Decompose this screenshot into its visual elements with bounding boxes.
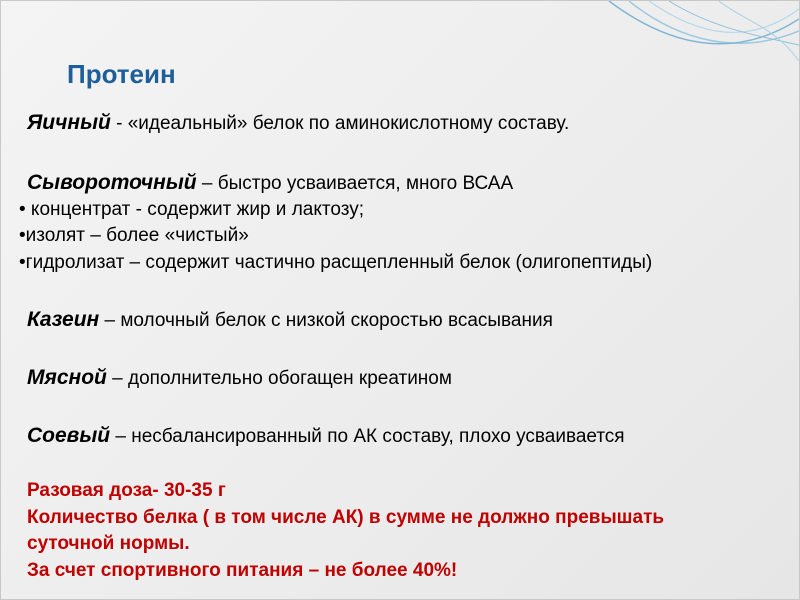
item-term: Казеин: [27, 308, 100, 331]
item-term: Соевый: [27, 424, 111, 447]
bullet-dot: •: [19, 225, 26, 246]
item-desc: – быстро усваивается, много ВСАА: [196, 173, 514, 194]
item-term: Сывороточный: [27, 171, 197, 194]
item-egg: [27, 111, 569, 135]
item-whey: [27, 171, 513, 195]
bullet-item: •гидролизат – содержит частично расщепленный белок (олигопептиды): [19, 252, 653, 273]
decorative-corner-lines: [569, 1, 799, 91]
slide-title: Протеин: [67, 59, 176, 89]
item-desc: – молочный белок с низкой скоростью всасывания: [99, 310, 553, 331]
item-meat: [27, 366, 452, 390]
bullet-item: •изолят – более «чистый»: [19, 225, 249, 246]
note-daily: суточной нормы.: [27, 533, 190, 554]
note-dose: Разовая доза- 30-35 г: [27, 480, 226, 501]
note-amount: Количество белка ( в том числе АК) в сумме не должно превышать: [27, 507, 665, 528]
item-term: Яичный: [27, 111, 111, 134]
bullet-dot: •: [19, 252, 26, 273]
item-casein: [27, 308, 553, 332]
item-desc: - «идеальный» белок по аминокислотному составу.: [110, 113, 570, 134]
item-soy: [27, 424, 625, 448]
bullet-dot: •: [19, 199, 26, 220]
bullet-item: • концентрат - содержит жир и лактозу;: [19, 199, 365, 220]
note-sport: За счет спортивного питания – не более 40%!: [27, 560, 458, 581]
item-desc: – дополнительно обогащен креатином: [106, 368, 452, 389]
item-term: Мясной: [27, 366, 107, 389]
item-desc: – несбалансированный по АК составу, плохо усваивается: [110, 426, 625, 447]
